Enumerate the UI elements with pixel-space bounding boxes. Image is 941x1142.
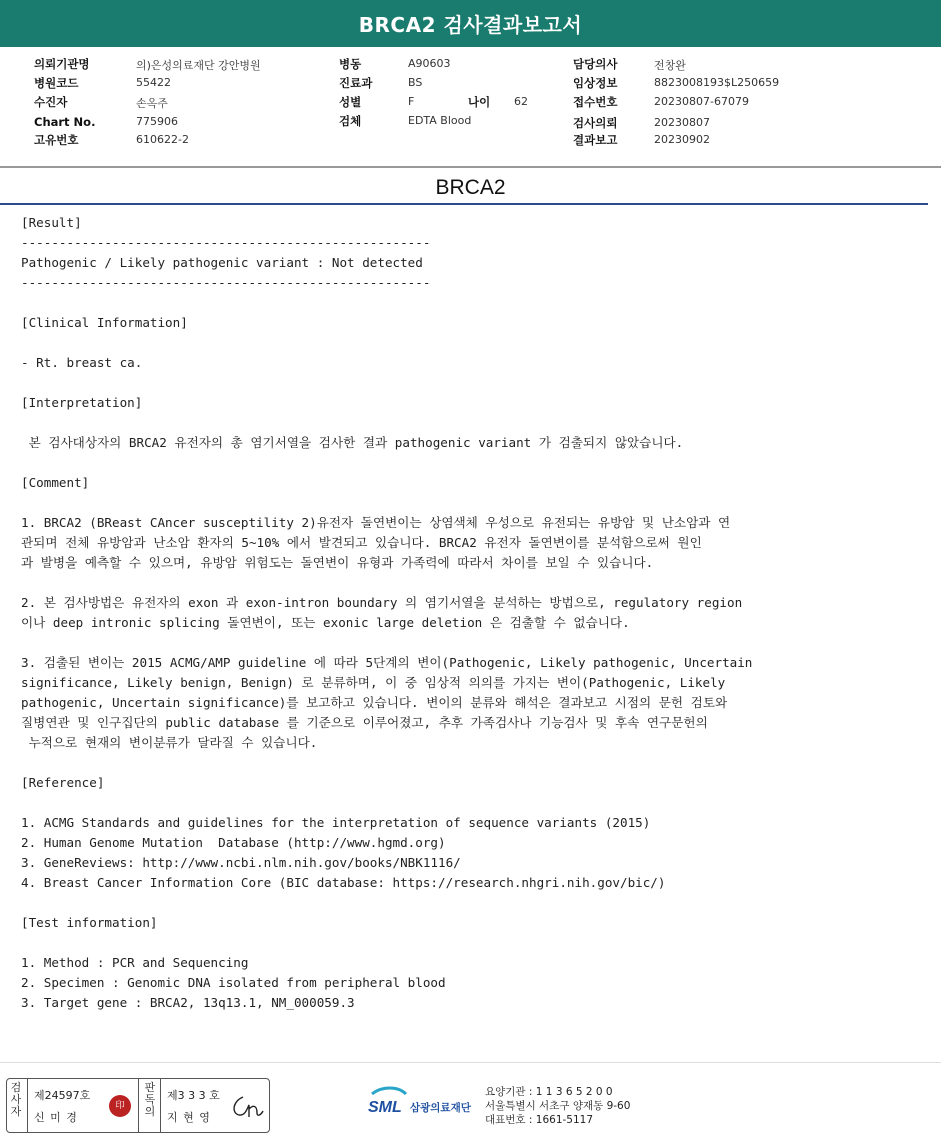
report-body xyxy=(21,213,921,1013)
report-header-bar xyxy=(0,0,941,47)
institution-value: 의)은성의료재단 강안병원 xyxy=(136,59,261,72)
ward-label: 병동 xyxy=(339,57,362,71)
gene-title: BRCA2 xyxy=(435,176,506,199)
hospital-code-label: 병원코드 xyxy=(34,76,79,90)
chart-value: 775906 xyxy=(136,115,178,128)
institution-label: 의뢰기관명 xyxy=(34,57,90,71)
test-info-1: 1. Method : PCR and Sequencing xyxy=(21,955,249,970)
logo-text: SML xyxy=(368,1099,402,1116)
requested-value: 20230807 xyxy=(654,116,710,129)
clinical-info-value: 8823008193$L250659 xyxy=(654,76,780,89)
comment-3-line-a: 3. 검출된 변이는 2015 ACMG/AMP guideline 에 따라 5단계의 변이(Pathogenic, Likely pathogenic, Uncertain xyxy=(21,655,753,670)
tester-name: 신 미 경 xyxy=(34,1111,78,1124)
patient-label: 수진자 xyxy=(34,95,68,109)
comment-3-line-c: pathogenic, Uncertain significance)를 보고하고 있습니다. 변이의 분류와 해석은 결과보고 시점의 문헌 검토와 xyxy=(21,695,728,710)
receipt-value: 20230807-67079 xyxy=(654,95,749,108)
age-label: 나이 xyxy=(468,95,491,109)
specimen-label: 검체 xyxy=(339,114,362,128)
doctor-value: 전창완 xyxy=(654,59,686,72)
interpretation-line: 본 검사대상자의 BRCA2 유전자의 총 염기서열을 검사한 결과 pathogenic variant 가 검출되지 않았습니다. xyxy=(21,435,684,450)
clinical-line: - Rt. breast ca. xyxy=(21,355,143,370)
divider xyxy=(160,1079,161,1132)
comment-heading: [Comment] xyxy=(21,475,90,490)
reviewer-label: 판독의 xyxy=(144,1081,156,1118)
lab-phone: 대표번호 : 1661-5117 xyxy=(485,1114,594,1126)
unique-label: 고유번호 xyxy=(34,133,79,147)
requested-label: 검사의뢰 xyxy=(573,116,618,130)
hospital-code-value: 55422 xyxy=(136,76,171,89)
divider xyxy=(138,1079,139,1132)
comment-1-line-c: 과 발병을 예측할 수 있으며, 유방암 위험도는 돌연변이 유형과 가족력에 따라서 차이를 보일 수 있습니다. xyxy=(21,555,654,570)
test-info-heading: [Test information] xyxy=(21,915,158,930)
ward-value: A90603 xyxy=(408,57,451,70)
lab-org-name: 삼광의료재단 xyxy=(410,1102,471,1114)
comment-2-line-a: 2. 본 검사방법은 유전자의 exon 과 exon-intron boundary 의 염기서열을 분석하는 방법으로, regulatory region xyxy=(21,595,743,610)
report-title: BRCA2 검사결과보고서 xyxy=(358,13,583,37)
comment-3-line-d: 질병연관 및 인구집단의 public database 를 기준으로 이루어졌고, 추후 가족검사나 기능검사 및 후속 연구문헌의 xyxy=(21,715,708,730)
reference-2: 2. Human Genome Mutation Database (http://www.hgmd.org) xyxy=(21,835,446,850)
tester-license: 제24597호 xyxy=(34,1089,91,1102)
reference-heading: [Reference] xyxy=(21,775,105,790)
specimen-value: EDTA Blood xyxy=(408,114,472,127)
tester-label: 검사자 xyxy=(10,1081,22,1118)
receipt-label: 접수번호 xyxy=(573,95,618,109)
signature-icon xyxy=(229,1091,265,1121)
interpretation-heading: [Interpretation] xyxy=(21,395,143,410)
test-info-2: 2. Specimen : Genomic DNA isolated from peripheral blood xyxy=(21,975,446,990)
reviewer-license: 제3 3 3 호 xyxy=(167,1089,220,1102)
chart-label: Chart No. xyxy=(34,115,96,129)
comment-1-line-a: 1. BRCA2 (BReast CAncer susceptility 2)유전자 돌연변이는 상염색체 우성으로 유전되는 유방암 및 난소암과 연 xyxy=(21,515,731,530)
reference-3: 3. GeneReviews: http://www.ncbi.nlm.nih.gov/books/NBK1116/ xyxy=(21,855,461,870)
test-info-3: 3. Target gene : BRCA2, 13q13.1, NM_000059.3 xyxy=(21,995,355,1010)
reference-1: 1. ACMG Standards and guidelines for the interpretation of sequence variants (2015) xyxy=(21,815,651,830)
comment-2-line-b: 이나 deep intronic splicing 돌연변이, 또는 exonic large deletion 은 검출할 수 없습니다. xyxy=(21,615,630,630)
title-rule xyxy=(0,203,928,205)
lab-address xyxy=(485,1085,630,1127)
signature-box xyxy=(6,1078,270,1133)
sex-value: F xyxy=(408,95,415,108)
unique-value: 610622-2 xyxy=(136,133,189,146)
clinical-heading: [Clinical Information] xyxy=(21,315,188,330)
comment-3-line-e: 누적으로 현재의 변이분류가 달라질 수 있습니다. xyxy=(21,735,318,750)
reported-value: 20230902 xyxy=(654,133,710,146)
divider xyxy=(27,1079,28,1132)
comment-3-line-b: significance, Likely benign, Benign) 로 분류하며, 이 중 임상적 의의를 가지는 변이(Pathogenic, Likely xyxy=(21,675,726,690)
clinical-info-label: 임상정보 xyxy=(573,76,618,90)
footer-divider xyxy=(0,1062,941,1063)
reviewer-name: 지 현 영 xyxy=(167,1111,211,1124)
patient-value: 손옥주 xyxy=(136,97,168,110)
result-heading: [Result] xyxy=(21,215,82,230)
dash-line: ------------------------------------------------------ xyxy=(21,275,431,290)
lab-street: 서울특별시 서초구 양재동 9-60 xyxy=(485,1100,631,1112)
sex-label: 성별 xyxy=(339,95,362,109)
reported-label: 결과보고 xyxy=(573,133,618,147)
comment-1-line-b: 관되며 전체 유방암과 난소암 환자의 5~10% 에서 발견되고 있습니다. BRCA2 유전자 돌연변이를 분석함으로써 원인 xyxy=(21,535,702,550)
dash-line: ------------------------------------------------------ xyxy=(21,235,431,250)
lab-institution-code: 요양기관 : 1 1 3 6 5 2 0 0 xyxy=(485,1086,613,1098)
age-value: 62 xyxy=(514,95,528,108)
dept-value: BS xyxy=(408,76,423,89)
patient-info-panel xyxy=(0,50,941,168)
dept-label: 진료과 xyxy=(339,76,373,90)
reference-4: 4. Breast Cancer Information Core (BIC database: https://research.nhgri.nih.gov/bic/) xyxy=(21,875,666,890)
doctor-label: 담당의사 xyxy=(573,57,618,71)
result-line: Pathogenic / Likely pathogenic variant : Not detected xyxy=(21,255,423,270)
tester-seal-icon: 印 xyxy=(109,1095,131,1117)
